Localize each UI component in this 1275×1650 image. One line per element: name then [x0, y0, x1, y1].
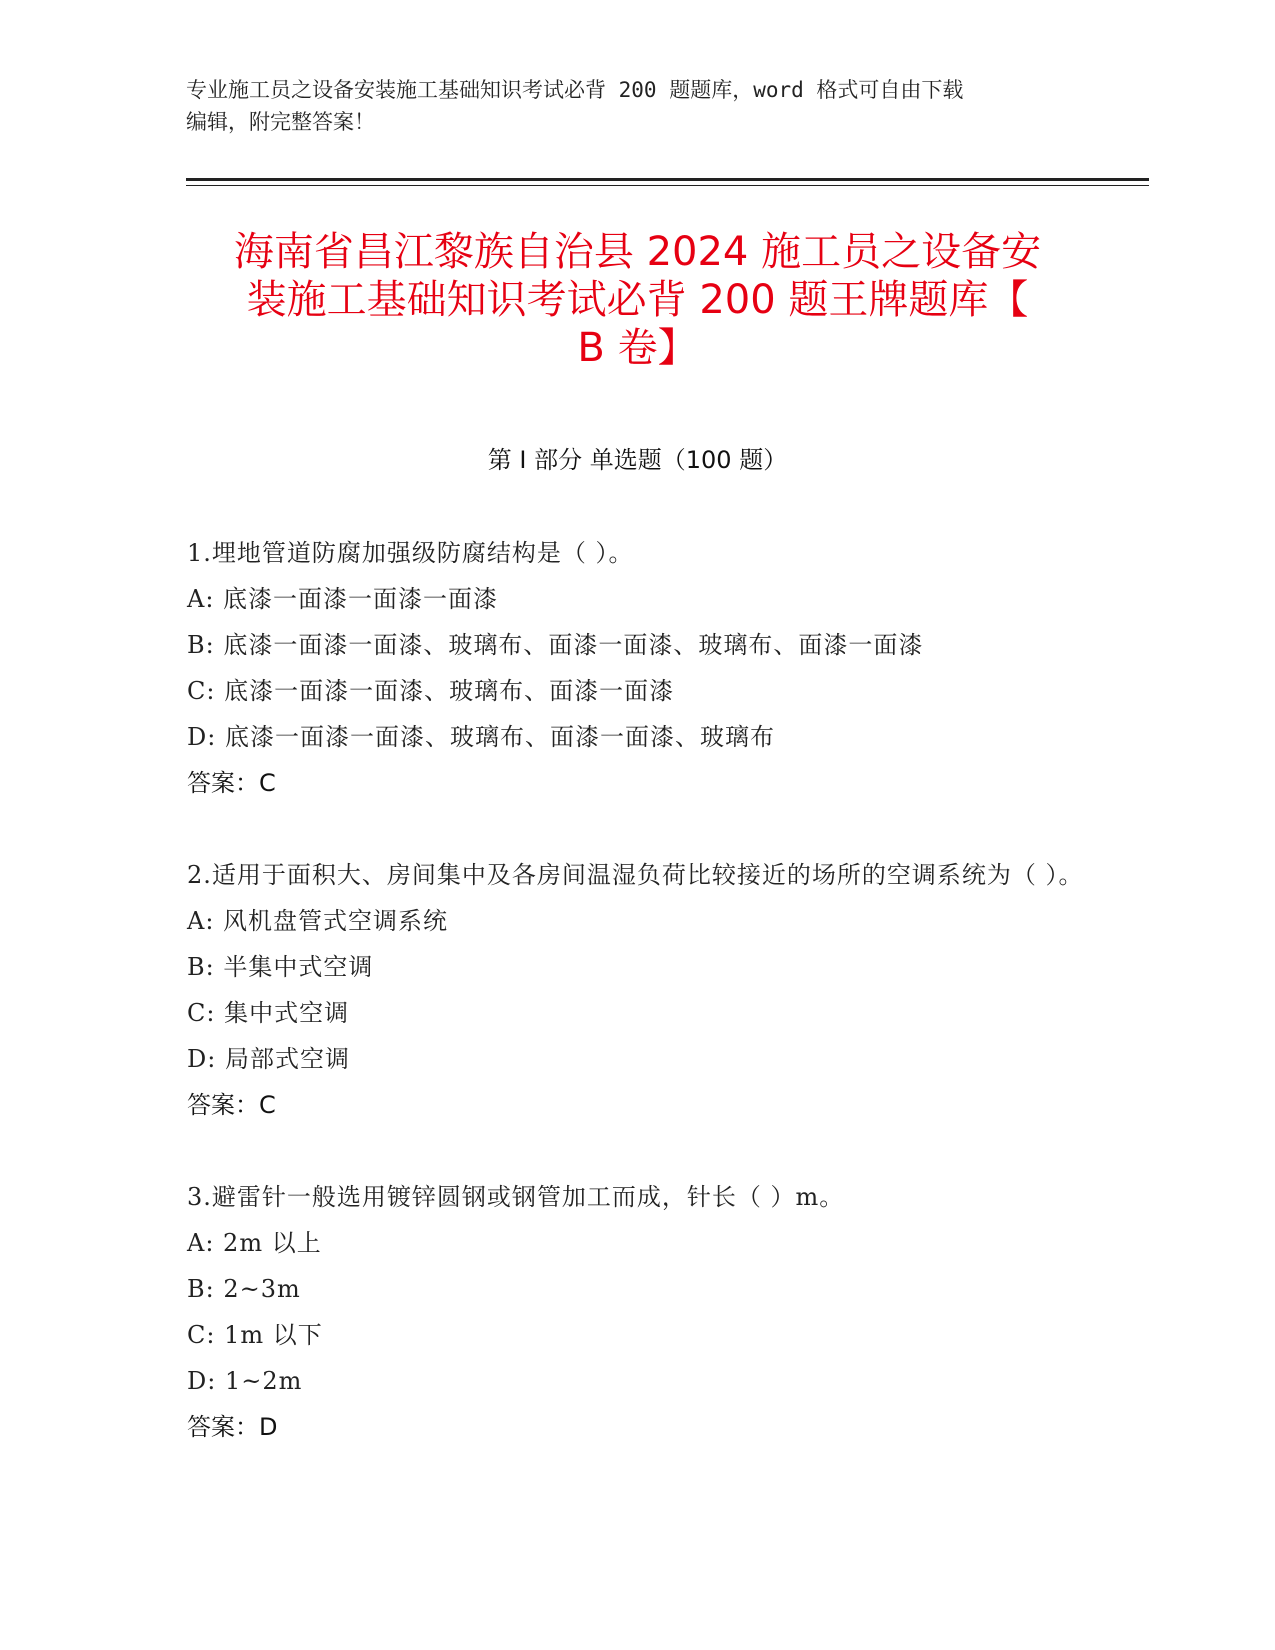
option-a: A: 风机盘管式空调系统 [187, 907, 449, 935]
question-list [187, 530, 1087, 1496]
option-b: B: 底漆一面漆一面漆、玻璃布、面漆一面漆、玻璃布、面漆一面漆 [187, 631, 924, 659]
question-stem: 3.避雷针一般选用镀锌圆钢或钢管加工而成，针长（ ）m。 [187, 1183, 845, 1211]
header-note-line2: 编辑，附完整答案！ [186, 110, 375, 134]
question-1 [187, 530, 1087, 806]
header-divider-thin [186, 185, 1149, 186]
question-stem: 1.埋地管道防腐加强级防腐结构是（ ）。 [187, 539, 634, 567]
document-title [150, 228, 1125, 372]
header-note-line1: 专业施工员之设备安装施工基础知识考试必背 200 题题库，word 格式可自由下载 [186, 78, 964, 102]
option-c: C: 1m 以下 [187, 1321, 323, 1349]
answer: 答案：C [187, 1091, 276, 1119]
option-c: C: 集中式空调 [187, 999, 350, 1027]
question-3 [187, 1174, 1087, 1450]
option-d: D: 局部式空调 [187, 1045, 350, 1073]
header-note [186, 74, 1086, 138]
option-b: B: 2~3m [187, 1275, 301, 1303]
option-c: C: 底漆一面漆一面漆、玻璃布、面漆一面漆 [187, 677, 675, 705]
title-line3: B 卷】 [577, 325, 698, 371]
title-line1: 海南省昌江黎族自治县 2024 施工员之设备安 [233, 229, 1042, 275]
title-line2: 装施工基础知识考试必背 200 题王牌题库【 [246, 277, 1029, 323]
option-d: D: 1~2m [187, 1367, 303, 1395]
section-title: 第 I 部分 单选题（100 题） [487, 446, 788, 474]
question-stem: 2.适用于面积大、房间集中及各房间温湿负荷比较接近的场所的空调系统为（ ）。 [187, 861, 1084, 889]
answer: 答案：D [187, 1413, 278, 1441]
option-a: A: 2m 以上 [187, 1229, 322, 1257]
option-d: D: 底漆一面漆一面漆、玻璃布、面漆一面漆、玻璃布 [187, 723, 775, 751]
question-2 [187, 852, 1087, 1128]
answer: 答案：C [187, 769, 276, 797]
option-a: A: 底漆一面漆一面漆一面漆 [187, 585, 499, 613]
option-b: B: 半集中式空调 [187, 953, 374, 981]
header-divider-thick [186, 178, 1149, 181]
